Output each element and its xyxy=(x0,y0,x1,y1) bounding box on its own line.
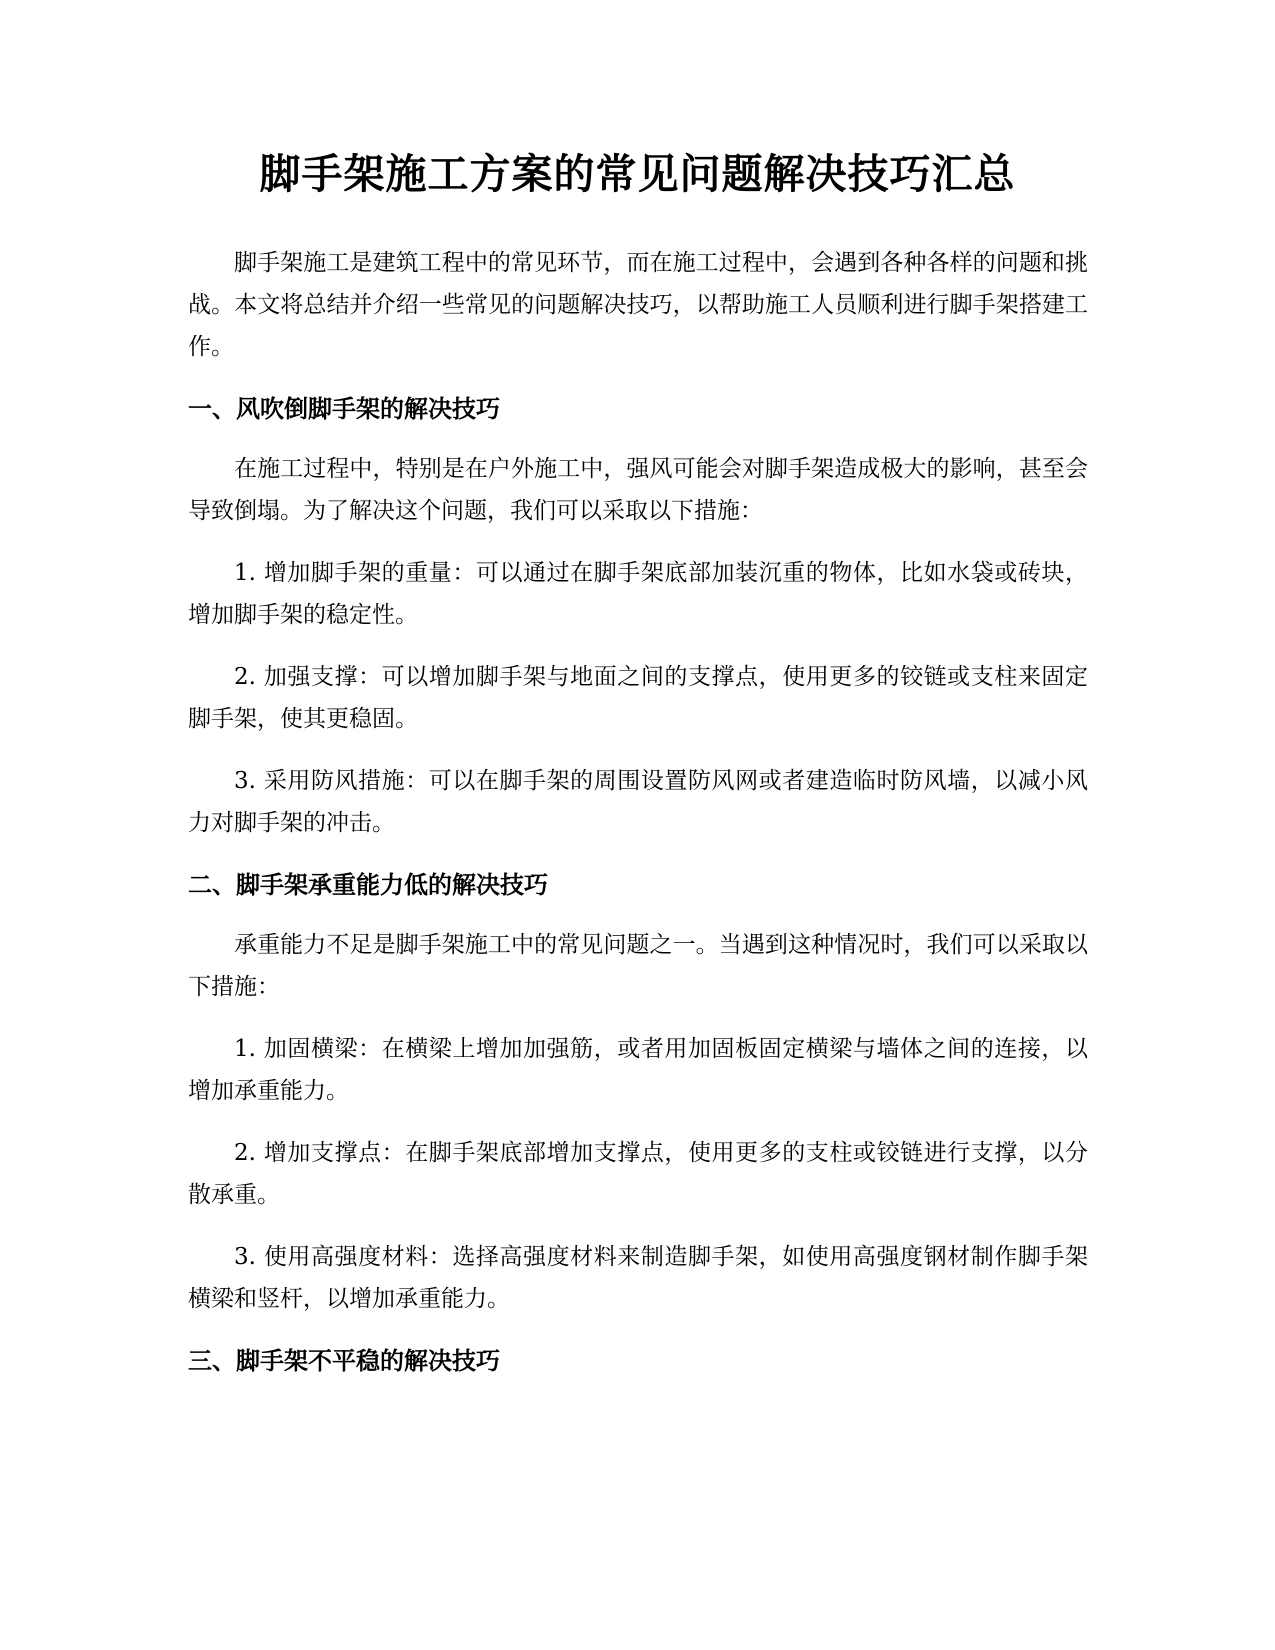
section-3-heading: 三、脚手架不平稳的解决技巧 xyxy=(188,1347,500,1375)
section-1-item-2: 2. 加强支撑：可以增加脚手架与地面之间的支撑点，使用更多的铰链或支柱来固定脚手架，使其更稳固。 xyxy=(188,664,1088,732)
section-2-intro: 承重能力不足是脚手架施工中的常见问题之一。当遇到这种情况时，我们可以采取以下措施： xyxy=(188,932,1088,1000)
intro-paragraph: 脚手架施工是建筑工程中的常见环节，而在施工过程中，会遇到各种各样的问题和挑战。本文将总结并介绍一些常见的问题解决技巧，以帮助施工人员顺利进行脚手架搭建工作。 xyxy=(188,250,1088,360)
section-2-heading: 二、脚手架承重能力低的解决技巧 xyxy=(188,871,548,899)
section-2-item-1: 1. 加固横梁：在横梁上增加加强筋，或者用加固板固定横梁与墙体之间的连接，以增加承重能力。 xyxy=(188,1036,1088,1104)
document-title: 脚手架施工方案的常见问题解决技巧汇总 xyxy=(259,150,1016,198)
section-2-item-2: 2. 增加支撑点：在脚手架底部增加支撑点，使用更多的支柱或铰链进行支撑，以分散承重。 xyxy=(188,1140,1088,1208)
section-2-item-3: 3. 使用高强度材料：选择高强度材料来制造脚手架，如使用高强度钢材制作脚手架横梁和竖杆，以增加承重能力。 xyxy=(188,1244,1088,1312)
section-1-item-1: 1. 增加脚手架的重量：可以通过在脚手架底部加装沉重的物体，比如水袋或砖块，增加脚手架的稳定性。 xyxy=(188,560,1088,628)
section-1-heading: 一、风吹倒脚手架的解决技巧 xyxy=(188,395,500,423)
document-body xyxy=(188,242,1088,1400)
section-1-intro: 在施工过程中，特别是在户外施工中，强风可能会对脚手架造成极大的影响，甚至会导致倒塌。为了解决这个问题，我们可以采取以下措施： xyxy=(188,456,1088,524)
section-1-item-3: 3. 采用防风措施：可以在脚手架的周围设置防风网或者建造临时防风墙，以减小风力对脚手架的冲击。 xyxy=(188,768,1088,836)
